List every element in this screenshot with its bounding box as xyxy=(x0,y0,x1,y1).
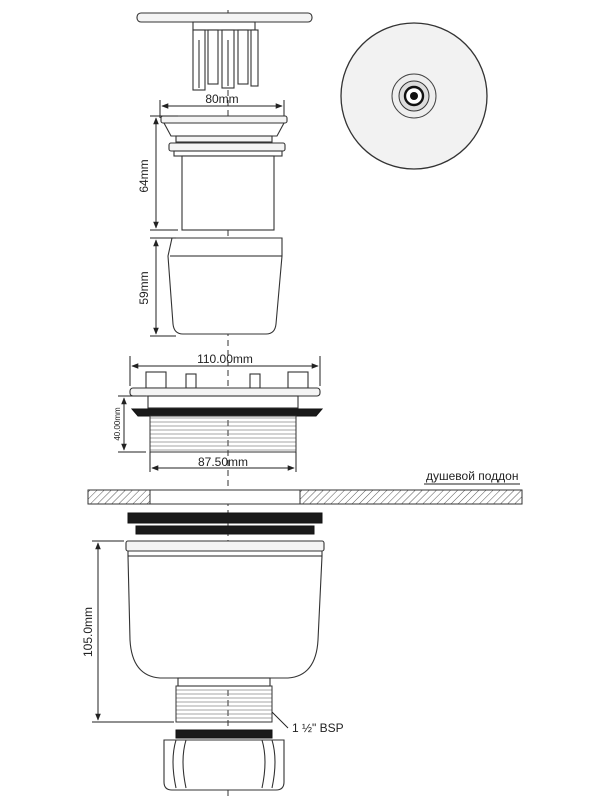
outlet-nut xyxy=(164,730,284,790)
dimension-40mm-label: 40.00mm xyxy=(113,407,122,441)
dimension-110mm-label: 110.00mm xyxy=(197,352,253,366)
dimension-64mm-label: 64mm xyxy=(137,159,151,193)
dimension-top-width xyxy=(160,92,284,118)
drain-cover xyxy=(137,13,312,90)
outlet-thread-label: 1 ½" BSP xyxy=(292,721,344,735)
flange-part xyxy=(130,372,322,452)
shower-tray-section xyxy=(88,490,522,504)
dimension-40mm xyxy=(113,396,146,452)
dimension-thread-width xyxy=(150,452,296,472)
outlet-thread-leader xyxy=(272,712,288,728)
middle-cup xyxy=(168,238,282,334)
shower-tray-label: душевой поддон xyxy=(426,469,519,483)
dimension-80mm-label: 80mm xyxy=(205,92,239,106)
gasket xyxy=(128,513,322,523)
drain-body xyxy=(126,541,324,722)
cover-plan-view xyxy=(341,23,487,169)
dimension-59mm-label: 59mm xyxy=(137,271,151,305)
gasket-lower xyxy=(136,526,314,534)
dimension-87mm-label: 87.50mm xyxy=(197,455,249,469)
dimension-105mm-label: 105.0mm xyxy=(81,606,95,658)
upper-trap-part xyxy=(161,116,287,230)
